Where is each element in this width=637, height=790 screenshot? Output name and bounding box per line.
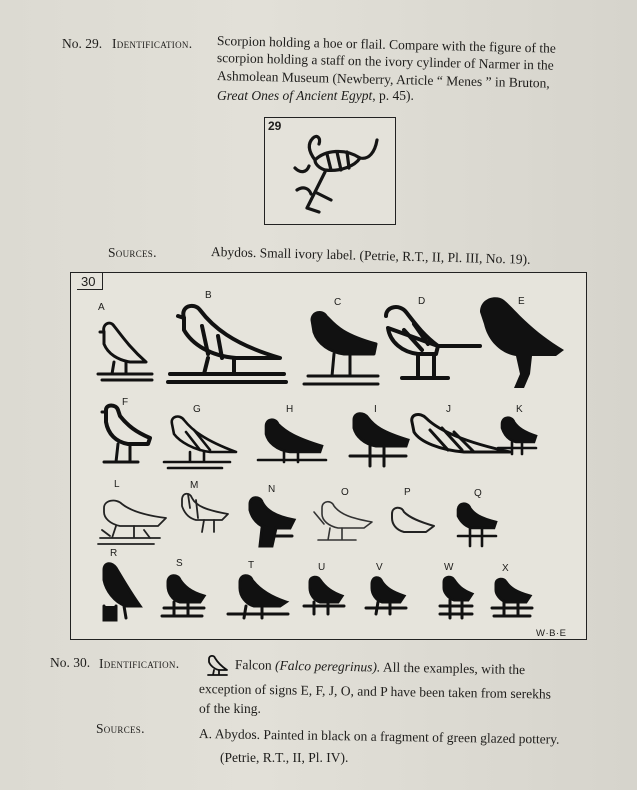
falcon-sign-e-icon — [476, 294, 568, 388]
sign-label-n: N — [268, 484, 276, 495]
sign-label-h: H — [286, 404, 294, 415]
entry-30-line-2: exception of signs E, F, J, O, and P have been taken from serekhs — [198, 681, 552, 702]
sign-label-t: T — [248, 560, 255, 571]
entry-29-number: No. 29. — [62, 36, 103, 51]
falcon-sign-o-icon — [310, 498, 376, 544]
figure-29-frame — [264, 117, 396, 225]
falcon-sign-s-icon — [160, 574, 208, 618]
figure-30-number: 30 — [81, 274, 96, 289]
falcon-sign-b-icon — [162, 300, 292, 384]
entry-29-page-ref: , p. 45). — [372, 88, 414, 103]
scorpion-glyph-icon — [285, 130, 385, 220]
falcon-sign-n-icon — [246, 496, 298, 550]
falcon-sign-p-icon — [386, 506, 436, 536]
entry-29-line-2: scorpion holding a staff on the ivory cylinder of Narmer in the — [216, 50, 554, 73]
entry-29-line-3: Ashmolean Museum (Newberry, Article “ Menes ” in Bruton, — [216, 68, 550, 91]
sign-label-k: K — [516, 404, 523, 415]
entry-30-common-name: Falcon — [234, 657, 272, 673]
falcon-sign-q-icon — [454, 502, 500, 548]
falcon-sign-g-icon — [160, 414, 240, 468]
entry-30-latin-name: (Falco peregrinus). — [274, 657, 381, 675]
sign-label-p: P — [404, 487, 411, 498]
sign-label-o: O — [341, 487, 349, 498]
falcon-sign-a-icon — [92, 318, 158, 382]
sign-label-f: F — [122, 397, 129, 408]
falcon-sign-f-icon — [94, 402, 158, 466]
sign-label-l: L — [114, 479, 120, 490]
falcon-sign-d-icon — [378, 304, 486, 384]
entry-30-line-1 — [235, 657, 525, 678]
sign-label-q: Q — [474, 488, 482, 499]
entry-30-line-1-rest: All the examples, with the — [382, 659, 526, 678]
entry-30-sources-heading: Sources. — [96, 721, 145, 736]
entry-30-sources-line-2: (Petrie, R.T., II, Pl. IV). — [220, 750, 349, 765]
falcon-sign-v-icon — [364, 576, 408, 616]
entry-29-sources-text: Abydos. Small ivory label. (Petrie, R.T., II, Pl. III, No. 19). — [210, 244, 531, 267]
entry-29-line-4 — [217, 88, 414, 104]
falcon-sign-k-icon — [496, 416, 538, 456]
sign-label-j: J — [446, 404, 451, 415]
entry-29-heading: Identification. — [112, 36, 193, 51]
sign-label-d: D — [418, 296, 426, 307]
falcon-sign-i-icon — [346, 412, 412, 468]
sign-label-i: I — [374, 404, 377, 415]
sign-label-b: B — [205, 290, 212, 301]
sign-label-r: R — [110, 548, 118, 559]
figure-29-number: 29 — [268, 119, 282, 133]
sign-label-g: G — [193, 404, 201, 415]
sign-label-v: V — [376, 562, 383, 573]
artist-credit: W·B·E — [536, 628, 567, 639]
entry-30-number: No. 30. — [50, 655, 91, 670]
entry-29-book-title: Great Ones of Ancient Egypt — [217, 88, 373, 103]
sign-label-s: S — [176, 558, 183, 569]
sign-label-m: M — [190, 480, 199, 491]
falcon-hieroglyph-icon — [205, 654, 229, 678]
falcon-sign-c-icon — [304, 310, 384, 388]
sign-label-a: A — [98, 302, 105, 313]
falcon-sign-m-icon — [174, 490, 234, 534]
falcon-sign-h-icon — [256, 418, 328, 466]
falcon-sign-w-icon — [436, 576, 476, 620]
sign-label-e: E — [518, 296, 525, 307]
sign-label-w: W — [444, 562, 454, 573]
falcon-sign-u-icon — [300, 576, 346, 616]
entry-30-line-3: of the king. — [199, 701, 261, 716]
sign-label-x: X — [502, 563, 509, 574]
falcon-sign-t-icon — [226, 574, 290, 620]
entry-29-line-1: Scorpion holding a hoe or flail. Compare with the figure of the — [216, 33, 557, 56]
falcon-sign-l-icon — [94, 494, 170, 546]
sign-label-c: C — [334, 297, 342, 308]
sign-label-u: U — [318, 562, 326, 573]
falcon-sign-x-icon — [490, 578, 534, 618]
entry-29-sources-heading: Sources. — [108, 245, 157, 260]
entry-30-heading: Identification. — [99, 656, 180, 671]
falcon-sign-r-icon — [96, 562, 144, 622]
entry-30-sources-line-1: A. Abydos. Painted in black on a fragment of green glazed pottery. — [198, 726, 560, 747]
